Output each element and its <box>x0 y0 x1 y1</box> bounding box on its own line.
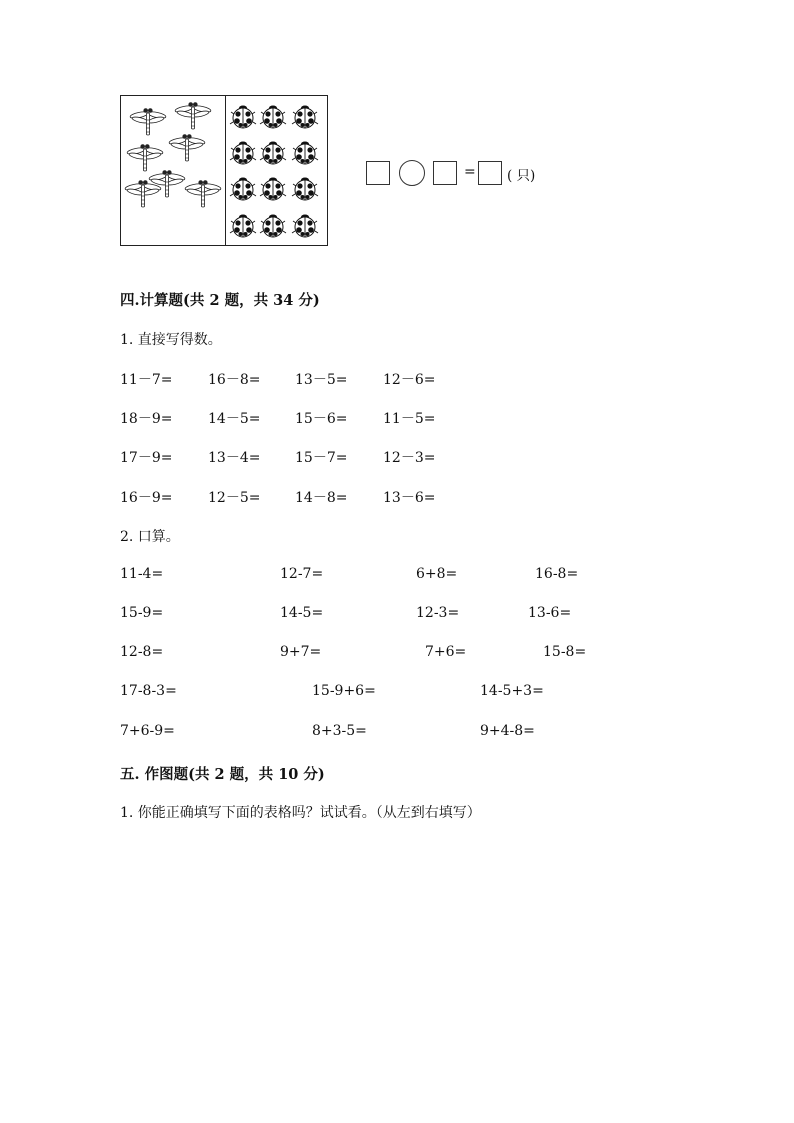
q2-problem: 9+7= <box>280 644 322 660</box>
q2-problem: 15-8= <box>543 644 587 660</box>
figure-canvas <box>121 96 327 245</box>
q2-problem: 14-5= <box>280 605 324 621</box>
dragonfly-icon <box>130 108 167 135</box>
q2-problem: 15-9+6= <box>312 683 376 699</box>
ladybug-icon <box>260 178 286 201</box>
q1-prompt: 1. 直接写得数。 <box>120 332 222 348</box>
q2-problem: 15-9= <box>120 605 164 621</box>
q2-prompt: 2. 口算。 <box>120 529 180 545</box>
ladybug-icon <box>230 142 256 165</box>
q2-problem: 12-3= <box>416 605 460 621</box>
ladybug-icon <box>260 106 286 129</box>
dragonfly-icon <box>175 102 212 129</box>
q1-problem: 15－6= <box>295 411 348 427</box>
q1-problem: 18－9= <box>120 411 173 427</box>
dragonfly-icon <box>125 180 162 207</box>
q1-problem: 15－7= <box>295 450 348 466</box>
q1-problem: 14－5= <box>208 411 261 427</box>
unit-label: ( 只) <box>507 168 536 184</box>
q1-problem: 12－5= <box>208 490 261 506</box>
q1-problem: 11－5= <box>383 411 436 427</box>
dragonfly-icon <box>127 144 164 171</box>
equation-blank-2[interactable] <box>433 161 457 185</box>
q1-problem: 16－9= <box>120 490 173 506</box>
q2-problem: 13-6= <box>528 605 572 621</box>
equation-answer-box[interactable] <box>478 161 502 185</box>
q1-problem: 12－3= <box>383 450 436 466</box>
ladybug-icon <box>230 215 256 238</box>
dragonfly-ladybug-figure <box>120 95 328 246</box>
ladybug-icon <box>230 106 256 129</box>
equals-sign: = <box>464 164 476 180</box>
q2-problem: 14-5+3= <box>480 683 544 699</box>
q2-problem: 16-8= <box>535 566 579 582</box>
ladybug-icon <box>292 142 318 165</box>
q2-problem: 12-8= <box>120 644 164 660</box>
q1-problem: 11－7= <box>120 372 173 388</box>
ladybug-icon <box>230 178 256 201</box>
q2-problem: 8+3-5= <box>312 723 367 739</box>
q2-problem: 7+6= <box>425 644 467 660</box>
q1-problem: 13－5= <box>295 372 348 388</box>
q1-problem: 14－8= <box>295 490 348 506</box>
ladybug-icon <box>260 142 286 165</box>
s5-q1-prompt: 1. 你能正确填写下面的表格吗？试试看。（从左到右填写） <box>120 805 481 821</box>
q1-problem: 13－4= <box>208 450 261 466</box>
ladybug-icon <box>292 178 318 201</box>
q2-problem: 17-8-3= <box>120 683 177 699</box>
section5-title: 五. 作图题(共 2 题，共 10 分) <box>120 766 325 783</box>
q2-problem: 11-4= <box>120 566 164 582</box>
q1-problem: 17－9= <box>120 450 173 466</box>
equation-operator-circle[interactable] <box>399 160 425 186</box>
dragonfly-icon <box>169 134 206 161</box>
q1-problem: 12－6= <box>383 372 436 388</box>
q1-problem: 13－6= <box>383 490 436 506</box>
section4-title: 四.计算题(共 2 题，共 34 分) <box>120 292 320 309</box>
q2-problem: 6+8= <box>416 566 458 582</box>
dragonfly-icon <box>185 180 222 207</box>
ladybug-icon <box>260 215 286 238</box>
q2-problem: 12-7= <box>280 566 324 582</box>
q1-problem: 16－8= <box>208 372 261 388</box>
ladybug-icon <box>292 215 318 238</box>
q2-problem: 9+4-8= <box>480 723 535 739</box>
ladybug-icon <box>292 106 318 129</box>
q2-problem: 7+6-9= <box>120 723 175 739</box>
equation-blank-1[interactable] <box>366 161 390 185</box>
